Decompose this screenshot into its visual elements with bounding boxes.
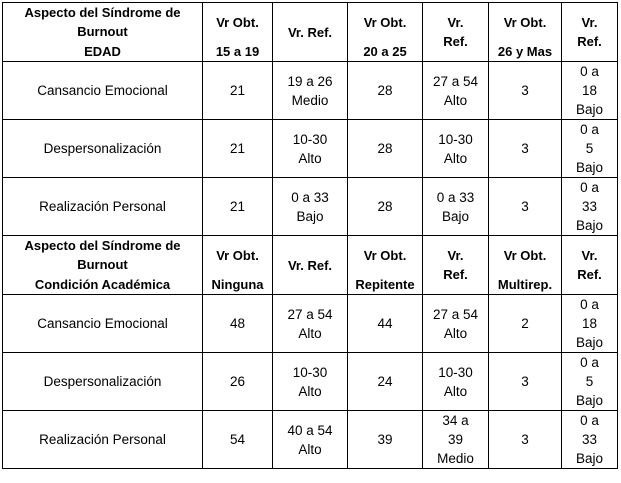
ref-value: 0 a 33 Bajo [423, 178, 489, 236]
obt-value: 3 [489, 178, 562, 236]
obt-value: 24 [348, 353, 423, 411]
obt-value: 3 [489, 353, 562, 411]
obt-value: 3 [489, 62, 562, 120]
obt-value: 2 [489, 295, 562, 353]
row-label: Realización Personal [3, 178, 203, 236]
range-label-1: Ninguna [203, 274, 273, 295]
ref-value: 27 a 54 Alto [423, 62, 489, 120]
table-row [3, 62, 618, 120]
ref-value: 0 a 18 Bajo [562, 295, 618, 353]
ref-value: 0 a 33 Bajo [273, 178, 348, 236]
obt-value: 28 [348, 62, 423, 120]
range-label-3: Multirep. [489, 274, 562, 295]
table-row [3, 178, 618, 236]
ref-header-2: Vr. Ref. [423, 3, 489, 62]
ref-value: 0 a 33 Bajo [562, 411, 618, 469]
obt-value: 28 [348, 120, 423, 178]
edad-header-row [3, 3, 618, 42]
ref-value: 10-30 Alto [273, 353, 348, 411]
aspect-header: Aspecto del Síndrome de Burnout [3, 3, 203, 42]
ref-header-3: Vr. Ref. [562, 3, 618, 62]
obt-value: 28 [348, 178, 423, 236]
obt-header-3: Vr Obt. [489, 236, 562, 275]
table-row [3, 353, 618, 411]
ref-value: 10-30 Alto [423, 353, 489, 411]
aspect-header: Aspecto del Síndrome de Burnout [3, 236, 203, 275]
ref-value: 0 a 5 Bajo [562, 353, 618, 411]
ref-header-3: Vr. Ref. [562, 236, 618, 295]
obt-header-2: Vr Obt. [348, 3, 423, 42]
ref-header-1: Vr. Ref. [273, 3, 348, 62]
obt-value: 48 [203, 295, 273, 353]
range-label-3: 26 y Mas [489, 41, 562, 62]
row-label: Cansancio Emocional [3, 62, 203, 120]
range-label-2: Repitente [348, 274, 423, 295]
obt-header-1: Vr Obt. [203, 3, 273, 42]
ref-value: 19 a 26 Medio [273, 62, 348, 120]
ref-header-1: Vr. Ref. [273, 236, 348, 295]
obt-value: 3 [489, 411, 562, 469]
ref-value: 0 a 5 Bajo [562, 120, 618, 178]
ref-header-2: Vr. Ref. [423, 236, 489, 295]
ref-value: 40 a 54 Alto [273, 411, 348, 469]
ref-value: 27 a 54 Alto [423, 295, 489, 353]
obt-value: 3 [489, 120, 562, 178]
table-row [3, 120, 618, 178]
ref-value: 0 a 33 Bajo [562, 178, 618, 236]
obt-header-1: Vr Obt. [203, 236, 273, 275]
obt-value: 21 [203, 178, 273, 236]
ref-value: 27 a 54 Alto [273, 295, 348, 353]
obt-value: 21 [203, 120, 273, 178]
row-label: Cansancio Emocional [3, 295, 203, 353]
obt-value: 54 [203, 411, 273, 469]
group-label-edad: EDAD [3, 41, 203, 62]
row-label: Despersonalización [3, 120, 203, 178]
ref-value: 10-30 Alto [273, 120, 348, 178]
ref-value: 0 a 18 Bajo [562, 62, 618, 120]
range-label-2: 20 a 25 [348, 41, 423, 62]
burnout-table [2, 2, 618, 469]
ref-value: 34 a 39 Medio [423, 411, 489, 469]
obt-value: 26 [203, 353, 273, 411]
obt-header-2: Vr Obt. [348, 236, 423, 275]
group-label-condicion: Condición Académica [3, 274, 203, 295]
obt-value: 39 [348, 411, 423, 469]
obt-header-3: Vr Obt. [489, 3, 562, 42]
range-label-1: 15 a 19 [203, 41, 273, 62]
ref-value: 10-30 Alto [423, 120, 489, 178]
row-label: Realización Personal [3, 411, 203, 469]
row-label: Despersonalización [3, 353, 203, 411]
table-row [3, 295, 618, 353]
obt-value: 21 [203, 62, 273, 120]
obt-value: 44 [348, 295, 423, 353]
condicion-header-row [3, 236, 618, 275]
table-row [3, 411, 618, 469]
